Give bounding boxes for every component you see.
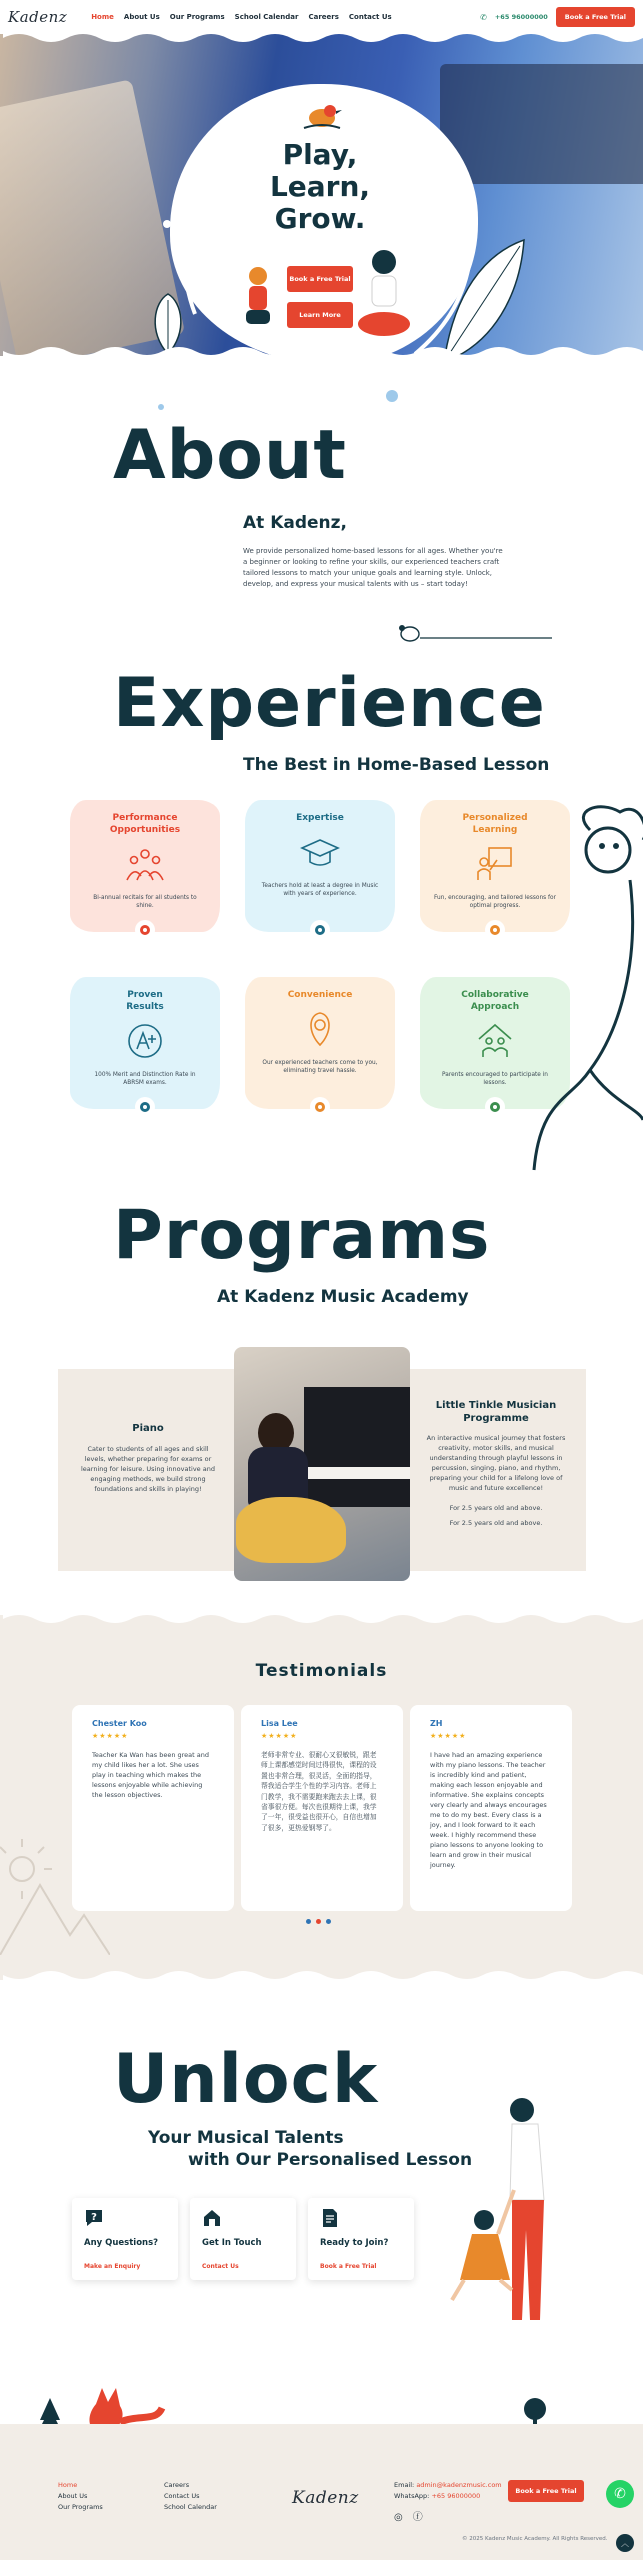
footer-contact: [394, 2480, 502, 2523]
decorative-dot: [386, 390, 398, 402]
experience-subtitle: The Best in Home-Based Lesson: [243, 755, 550, 775]
feature-card-title: Convenience: [287, 990, 353, 1000]
document-icon: [320, 2208, 340, 2228]
facebook-icon[interactable]: ⓕ: [412, 2512, 423, 2523]
instagram-icon[interactable]: ◎: [394, 2512, 403, 2523]
testimonial-text: I have had an amazing experience with my piano lessons. The teacher is incredibly kind and patient, making each lesson enjoyable and informative. She explains concepts very clearly and always encourages me to do my best. Every class is a joy, and I look forward to it each week. I highly recommend these piano lessons to anyone looking to learn and grow in their musical journey.: [430, 1751, 547, 1869]
little-tinkle-age-1: For 2.5 years old and above.: [449, 1504, 543, 1512]
join-card[interactable]: [308, 2198, 414, 2280]
feature-card-title: Personalized Learning: [462, 813, 528, 835]
nav-book-trial-button[interactable]: Book a Free Trial: [556, 7, 635, 27]
svg-text:?: ?: [91, 2212, 97, 2223]
family-home-icon: [475, 1021, 515, 1061]
feature-card-text: Teachers hold at least a degree in Music with years of experience.: [261, 883, 379, 897]
hero-banner: [0, 34, 643, 356]
experience-title: Experience: [113, 664, 546, 743]
whatsapp-floating-icon[interactable]: ✆: [606, 2480, 634, 2508]
footer-logo[interactable]: Kadenz: [292, 2488, 359, 2508]
carousel-dot[interactable]: [306, 1919, 311, 1924]
piano-keys: [294, 1467, 410, 1479]
footer-link-about[interactable]: About Us: [58, 2492, 88, 2500]
rating-stars: ★★★★★: [430, 1732, 467, 1740]
nav-about-us[interactable]: About Us: [123, 13, 160, 21]
programs-title: Programs: [113, 1196, 491, 1275]
scroll-to-top-icon[interactable]: ︿: [616, 2534, 634, 2552]
testimonial-author: Chester Koo: [92, 1719, 147, 1728]
footer-links-col-2: [164, 2480, 217, 2513]
rating-stars: ★★★★★: [261, 1732, 298, 1740]
teacher-board-icon: [475, 844, 515, 884]
about-subtitle: At Kadenz,: [243, 513, 348, 533]
feature-card-text: Parents encouraged to participate in lessons.: [442, 1072, 548, 1086]
top-wave-divider: [0, 34, 643, 46]
card-indicator-icon: [485, 920, 505, 940]
whatsapp-icon[interactable]: ✆: [480, 12, 487, 22]
top-navigation: [0, 0, 643, 34]
question-bubble-icon: [84, 2208, 104, 2228]
testimonial-text: Teacher Ka Wan has been great and my child likes her a lot. She uses play in teaching which makes the lessons enjoyable while achieving the lesson objectives.: [92, 1751, 210, 1799]
join-card-title: Ready to Join?: [320, 2238, 389, 2248]
nav-links: [91, 13, 392, 21]
card-indicator-icon: [135, 920, 155, 940]
nav-school-calendar[interactable]: School Calendar: [234, 13, 299, 21]
site-footer: [0, 2424, 643, 2560]
book-trial-link[interactable]: Book a Free Trial: [320, 2263, 377, 2270]
feature-card-text: Bi-annual recitals for all students to shine.: [93, 895, 197, 909]
nav-home[interactable]: Home: [91, 13, 114, 21]
site-logo[interactable]: Kadenz: [8, 8, 68, 26]
contact-card[interactable]: [190, 2198, 296, 2280]
leaf-right-illustration: [424, 234, 534, 356]
piano-program: [78, 1423, 218, 1494]
testimonials-section: [0, 1615, 643, 1980]
testimonials-bottom-wave: [0, 1967, 643, 1981]
hero-title-line-3: Grow.: [274, 202, 366, 235]
piano-body: [304, 1387, 410, 1507]
little-tinkle-program-text: An interactive musical journey that fosters creativity, motor skills, and musical understanding through playful lessons in percussion, singing, piano, and rhythm, preparing your child for a lifelong love of music and future excellence!: [426, 1434, 566, 1492]
house-icon: [202, 2208, 222, 2228]
feature-card-title: Expertise: [296, 813, 344, 823]
programs-panel: [58, 1369, 586, 1571]
grade-badge-icon: [125, 1021, 165, 1061]
footer-book-trial-button[interactable]: Book a Free Trial: [508, 2480, 584, 2502]
feature-card-convenience: [245, 977, 395, 1109]
footer-links-col-1: [58, 2480, 103, 2513]
little-tinkle-program: [426, 1399, 566, 1529]
audience-icon: [125, 844, 165, 884]
footer-email[interactable]: admin@kadenzmusic.com: [416, 2481, 502, 2489]
hero-title-line-2: Learn,: [269, 170, 371, 203]
carousel-dots: [306, 1919, 331, 1924]
graduation-cap-icon: [300, 832, 340, 872]
feature-card-expertise: [245, 800, 395, 932]
feature-card-text: Fun, encouraging, and tailored lessons for optimal progress.: [434, 895, 556, 909]
bird-icon: [300, 98, 344, 132]
testimonial-author: ZH: [430, 1719, 443, 1728]
child-playing-piano-photo: [234, 1347, 410, 1581]
testimonial-card: [410, 1705, 572, 1911]
carousel-dot[interactable]: [316, 1919, 321, 1924]
nav-right: [480, 7, 635, 27]
feature-card-title: Proven Results: [126, 990, 164, 1012]
feature-card-title: Collaborative Approach: [461, 990, 529, 1012]
hero-learn-more-button[interactable]: Learn More: [287, 302, 353, 328]
feature-card-title: Performance Opportunities: [109, 813, 181, 835]
nav-phone[interactable]: +65 96000000: [494, 13, 548, 21]
location-pin-icon: [300, 1009, 340, 1049]
enquiry-card-title: Any Questions?: [84, 2238, 159, 2248]
card-indicator-icon: [135, 1097, 155, 1117]
piano-program-name: Piano: [132, 1423, 164, 1434]
about-title: About: [113, 416, 347, 495]
make-enquiry-link[interactable]: Make an Enquiry: [84, 2263, 141, 2270]
footer-copyright: © 2025 Kadenz Music Academy. All Rights Reserved.: [462, 2536, 608, 2542]
testimonial-author: Lisa Lee: [261, 1719, 298, 1728]
footer-link-home[interactable]: Home: [58, 2481, 78, 2489]
nav-careers[interactable]: Careers: [308, 13, 339, 21]
contact-card-title: Get In Touch: [202, 2238, 262, 2248]
unlock-title: Unlock: [113, 2040, 379, 2119]
enquiry-card[interactable]: [72, 2198, 178, 2280]
little-tinkle-age-2: For 2.5 years old and above.: [449, 1519, 543, 1527]
testimonial-card: [241, 1705, 403, 1911]
feature-card-results: [70, 977, 220, 1109]
card-indicator-icon: [310, 920, 330, 940]
sheep-mascot-illustration: [530, 800, 643, 1180]
testimonial-card: [72, 1705, 234, 1911]
sheep-sleeping-illustration: [396, 620, 556, 644]
testimonials-top-wave: [0, 1613, 643, 1627]
card-indicator-icon: [310, 1097, 330, 1117]
nav-our-programs[interactable]: Our Programs: [169, 13, 225, 21]
hero-title: [230, 139, 410, 235]
footer-link-calendar[interactable]: School Calendar: [164, 2503, 217, 2511]
footer-email-label: Email:: [394, 2481, 415, 2489]
contact-us-link[interactable]: Contact Us: [202, 2263, 239, 2270]
decorative-dot: [158, 404, 164, 410]
little-tinkle-program-name: Little Tinkle Musician Programme: [435, 1400, 557, 1424]
unlock-line-1: Your Musical Talents: [148, 2128, 344, 2148]
about-body: We provide personalized home-based lessons for all ages. Whether you're a beginner or looking to refine your skills, our experienced teachers craft tailored lessons to match your unique goals and learning style. Unlock, develop, and express your musical talents with us – start today!: [243, 547, 503, 588]
testimonial-text: 老师非常专业、很耐心又很敏锐，跟老师上课都感觉时间过得很快，课程的设置也非常合理，很灵活，全面的指导，帮我适合学生个性的学习内容。老师上门教学，我不需要跑来跑去去上课，很省事很方便。每次也很期待上课，我学了一年，很受益也很开心，自信也增加了很多，更热爱钢琴了。: [261, 1751, 377, 1832]
feature-card-performance: [70, 800, 220, 932]
footer-whatsapp[interactable]: +65 96000000: [431, 2492, 481, 2500]
nav-contact-us[interactable]: Contact Us: [348, 13, 392, 21]
carousel-dot[interactable]: [326, 1919, 331, 1924]
feature-card-text: 100% Merit and Distinction Rate in ABRSM exams.: [94, 1072, 196, 1086]
child-skirt: [236, 1497, 346, 1563]
card-indicator-icon: [485, 1097, 505, 1117]
hero-title-line-1: Play,: [282, 138, 358, 171]
rating-stars: ★★★★★: [92, 1732, 129, 1740]
footer-link-careers[interactable]: Careers: [164, 2481, 190, 2489]
testimonials-title: Testimonials: [255, 1661, 388, 1681]
bottom-wave-divider: [0, 343, 643, 356]
hero-book-trial-button[interactable]: Book a Free Trial: [287, 266, 353, 292]
footer-whatsapp-label: WhatsApp:: [394, 2492, 430, 2500]
piano-program-text: Cater to students of all ages and skill levels, whether preparing for exams or learning for leisure. Using innovative and engaging methods, we build strong foundations and skills in playing!: [81, 1445, 215, 1493]
programs-subtitle: At Kadenz Music Academy: [217, 1287, 469, 1307]
teacher-illustration: [356, 244, 414, 340]
unlock-line-2: with Our Personalised Lesson: [188, 2150, 473, 2170]
feature-card-text: Our experienced teachers come to you, eliminating travel hassle.: [262, 1060, 378, 1074]
child-illustration: [238, 264, 278, 336]
parent-child-illustration: [440, 2090, 590, 2330]
footer-link-contact[interactable]: Contact Us: [164, 2492, 200, 2500]
footer-link-programs[interactable]: Our Programs: [58, 2503, 103, 2511]
